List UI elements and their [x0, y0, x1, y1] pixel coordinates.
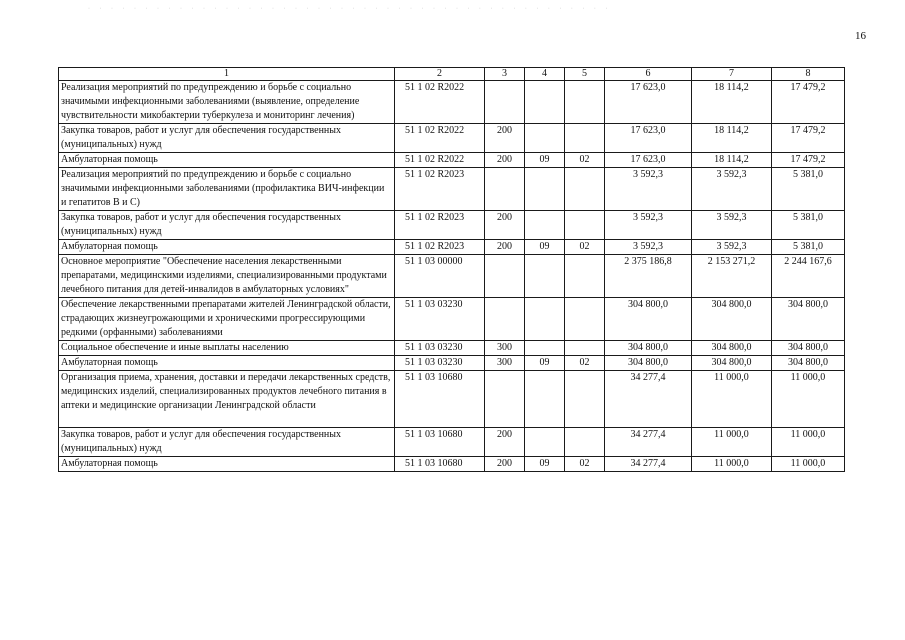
row-expense-type-cell: 300	[485, 341, 525, 356]
row-amount-cell: 11 000,0	[692, 428, 772, 457]
column-header: 8	[772, 68, 845, 81]
column-header: 6	[605, 68, 692, 81]
row-subsection-cell	[565, 168, 605, 211]
table-row	[59, 356, 845, 371]
row-section-cell	[525, 81, 565, 124]
row-amount-cell: 11 000,0	[772, 428, 845, 457]
row-subsection-cell	[565, 211, 605, 240]
row-code-cell: 51 1 02 R2022	[395, 124, 485, 153]
row-amount-cell: 17 623,0	[605, 124, 692, 153]
row-amount-cell: 17 479,2	[772, 81, 845, 124]
header-row	[59, 68, 845, 81]
row-name-cell: Закупка товаров, работ и услуг для обеспечения государственных (муниципальных) нужд	[59, 124, 395, 153]
row-code-cell: 51 1 02 R2023	[395, 240, 485, 255]
row-amount-cell: 11 000,0	[772, 457, 845, 472]
row-section-cell	[525, 298, 565, 341]
row-code-cell: 51 1 03 03230	[395, 298, 485, 341]
row-code-cell: 51 1 02 R2022	[395, 81, 485, 124]
row-expense-type-cell: 300	[485, 356, 525, 371]
row-expense-type-cell: 200	[485, 211, 525, 240]
row-name-cell: Социальное обеспечение и иные выплаты населению	[59, 341, 395, 356]
row-code-cell: 51 1 03 10680	[395, 428, 485, 457]
row-amount-cell: 304 800,0	[605, 341, 692, 356]
column-header: 4	[525, 68, 565, 81]
row-section-cell	[525, 211, 565, 240]
row-section-cell	[525, 255, 565, 298]
row-expense-type-cell	[485, 255, 525, 298]
row-amount-cell: 18 114,2	[692, 124, 772, 153]
row-section-cell: 09	[525, 457, 565, 472]
row-amount-cell: 304 800,0	[605, 356, 692, 371]
row-section-cell: 09	[525, 240, 565, 255]
row-amount-cell: 304 800,0	[772, 356, 845, 371]
row-amount-cell: 5 381,0	[772, 240, 845, 255]
row-amount-cell: 17 479,2	[772, 153, 845, 168]
row-expense-type-cell: 200	[485, 240, 525, 255]
row-amount-cell: 11 000,0	[772, 371, 845, 428]
row-amount-cell: 2 244 167,6	[772, 255, 845, 298]
row-subsection-cell: 02	[565, 457, 605, 472]
table-row	[59, 371, 845, 428]
row-section-cell	[525, 341, 565, 356]
row-code-cell: 51 1 02 R2023	[395, 168, 485, 211]
row-code-cell: 51 1 02 R2023	[395, 211, 485, 240]
row-amount-cell: 18 114,2	[692, 153, 772, 168]
column-header: 1	[59, 68, 395, 81]
table-row	[59, 124, 845, 153]
row-code-cell: 51 1 02 R2022	[395, 153, 485, 168]
row-code-cell: 51 1 03 03230	[395, 356, 485, 371]
row-amount-cell: 304 800,0	[772, 341, 845, 356]
table-row	[59, 153, 845, 168]
row-code-cell: 51 1 03 10680	[395, 457, 485, 472]
row-amount-cell: 304 800,0	[692, 356, 772, 371]
row-expense-type-cell	[485, 298, 525, 341]
row-subsection-cell	[565, 124, 605, 153]
row-amount-cell: 34 277,4	[605, 428, 692, 457]
row-section-cell	[525, 168, 565, 211]
row-amount-cell: 304 800,0	[692, 341, 772, 356]
row-section-cell	[525, 428, 565, 457]
row-code-cell: 51 1 03 00000	[395, 255, 485, 298]
row-amount-cell: 3 592,3	[605, 168, 692, 211]
row-amount-cell: 34 277,4	[605, 457, 692, 472]
row-amount-cell: 304 800,0	[772, 298, 845, 341]
row-expense-type-cell: 200	[485, 428, 525, 457]
row-amount-cell: 17 479,2	[772, 124, 845, 153]
row-amount-cell: 304 800,0	[692, 298, 772, 341]
table-row	[59, 81, 845, 124]
row-amount-cell: 17 623,0	[605, 153, 692, 168]
row-name-cell: Амбулаторная помощь	[59, 457, 395, 472]
row-amount-cell: 11 000,0	[692, 457, 772, 472]
row-amount-cell: 304 800,0	[605, 298, 692, 341]
column-header: 5	[565, 68, 605, 81]
budget-table	[58, 67, 845, 472]
row-amount-cell: 11 000,0	[692, 371, 772, 428]
row-amount-cell: 3 592,3	[692, 240, 772, 255]
table-row	[59, 457, 845, 472]
table-row	[59, 255, 845, 298]
table-row	[59, 341, 845, 356]
table-row	[59, 211, 845, 240]
row-amount-cell: 3 592,3	[692, 168, 772, 211]
row-expense-type-cell: 200	[485, 457, 525, 472]
row-section-cell	[525, 371, 565, 428]
table-row	[59, 168, 845, 211]
row-amount-cell: 18 114,2	[692, 81, 772, 124]
row-subsection-cell	[565, 298, 605, 341]
row-name-cell: Закупка товаров, работ и услуг для обеспечения государственных (муниципальных) нужд	[59, 428, 395, 457]
table-row	[59, 298, 845, 341]
column-header: 2	[395, 68, 485, 81]
table-row	[59, 240, 845, 255]
row-name-cell: Амбулаторная помощь	[59, 240, 395, 255]
row-name-cell: Реализация мероприятий по предупреждению и борьбе с социально значимыми инфекционными заболеваниями (выявление, определение чувствительности микобактерии туберкулеза и мониторинг лечения)	[59, 81, 395, 124]
scan-artifacts: · · · · · · · · · · · · · · · · · · · · · · · · · · · · · · · · · · · · · · · · · · · · · ·	[88, 6, 612, 12]
row-subsection-cell	[565, 428, 605, 457]
row-name-cell: Амбулаторная помощь	[59, 153, 395, 168]
row-subsection-cell	[565, 341, 605, 356]
row-expense-type-cell: 200	[485, 124, 525, 153]
row-subsection-cell	[565, 81, 605, 124]
row-section-cell: 09	[525, 356, 565, 371]
row-section-cell	[525, 124, 565, 153]
row-name-cell: Закупка товаров, работ и услуг для обеспечения государственных (муниципальных) нужд	[59, 211, 395, 240]
row-name-cell: Реализация мероприятий по предупреждению и борьбе с социально значимыми инфекционными заболеваниями (профилактика ВИЧ-инфекции и гепатитов B и C)	[59, 168, 395, 211]
row-code-cell: 51 1 03 10680	[395, 371, 485, 428]
row-subsection-cell: 02	[565, 153, 605, 168]
page-number: 16	[855, 30, 866, 42]
row-amount-cell: 2 375 186,8	[605, 255, 692, 298]
row-expense-type-cell	[485, 81, 525, 124]
row-amount-cell: 3 592,3	[605, 211, 692, 240]
row-amount-cell: 3 592,3	[692, 211, 772, 240]
column-header: 7	[692, 68, 772, 81]
row-amount-cell: 5 381,0	[772, 211, 845, 240]
row-amount-cell: 34 277,4	[605, 371, 692, 428]
row-name-cell: Организация приема, хранения, доставки и передачи лекарственных средств, медицинских изделий, специализированных продуктов лечебного питания в аптеки и медицинские организации Ленинградской области	[59, 371, 395, 428]
row-amount-cell: 2 153 271,2	[692, 255, 772, 298]
row-subsection-cell: 02	[565, 356, 605, 371]
row-name-cell: Амбулаторная помощь	[59, 356, 395, 371]
row-code-cell: 51 1 03 03230	[395, 341, 485, 356]
row-name-cell: Обеспечение лекарственными препаратами жителей Ленинградской области, страдающих жизнеугрожающими и хроническими прогрессирующими редкими (орфанными) заболеваниями	[59, 298, 395, 341]
row-subsection-cell	[565, 255, 605, 298]
table-row	[59, 428, 845, 457]
row-amount-cell: 17 623,0	[605, 81, 692, 124]
row-expense-type-cell	[485, 168, 525, 211]
row-subsection-cell: 02	[565, 240, 605, 255]
row-amount-cell: 3 592,3	[605, 240, 692, 255]
row-section-cell: 09	[525, 153, 565, 168]
row-subsection-cell	[565, 371, 605, 428]
row-expense-type-cell: 200	[485, 153, 525, 168]
row-amount-cell: 5 381,0	[772, 168, 845, 211]
row-expense-type-cell	[485, 371, 525, 428]
row-name-cell: Основное мероприятие "Обеспечение населения лекарственными препаратами, медицинскими изделиями, специализированными продуктами лечебного питания для детей-инвалидов в амбулаторных условиях"	[59, 255, 395, 298]
column-header: 3	[485, 68, 525, 81]
